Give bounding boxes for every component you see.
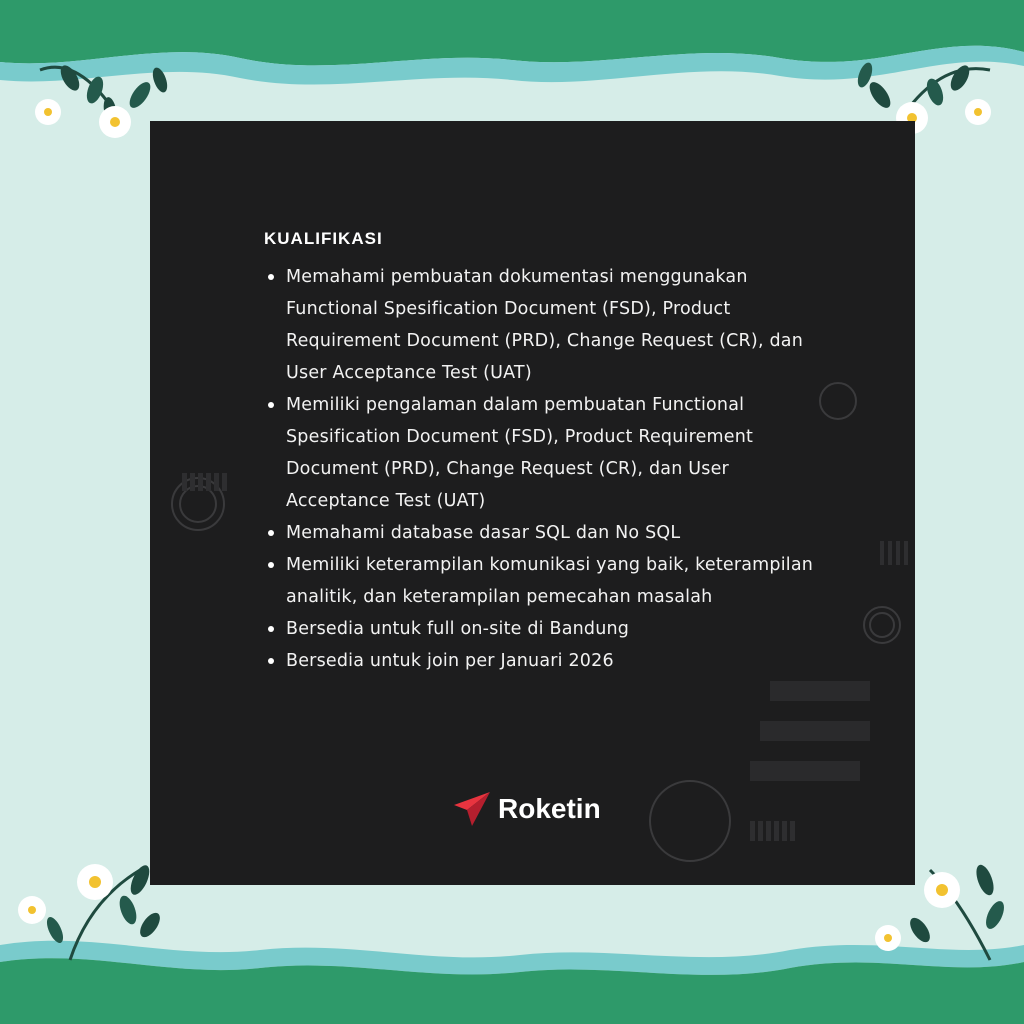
bullet-icon [268, 626, 274, 632]
roketin-logo [452, 789, 601, 829]
list-item [264, 517, 824, 549]
paper-plane-icon [452, 789, 492, 829]
list-item-text: Bersedia untuk join per Januari 2026 [286, 651, 614, 671]
list-item-text: Memiliki pengalaman dalam pembuatan Functional Spesification Document (FSD), Product Requirement Document (PRD), Change Request (CR), dan User Acceptance Test (UAT) [286, 395, 754, 511]
section-title: KUALIFIKASI [264, 229, 383, 248]
qualifications-list [264, 261, 824, 677]
list-item-text: Bersedia untuk full on-site di Bandung [286, 619, 630, 639]
list-item [264, 549, 824, 613]
list-item-text: Memahami pembuatan dokumentasi menggunakan Functional Spesification Document (FSD), Product Requirement Document (PRD), Change Request (CR), dan User Acceptance Test (UAT) [286, 267, 803, 383]
list-item-text: Memahami database dasar SQL dan No SQL [286, 523, 681, 543]
list-item [264, 389, 824, 517]
bullet-icon [268, 658, 274, 664]
bullet-icon [268, 402, 274, 408]
list-item [264, 645, 824, 677]
brand-name: Roketin [498, 793, 601, 824]
qualifications-card [150, 121, 915, 885]
bullet-icon [268, 530, 274, 536]
list-item [264, 261, 824, 389]
bullet-icon [268, 562, 274, 568]
list-item [264, 613, 824, 645]
bullet-icon [268, 274, 274, 280]
list-item-text: Memiliki keterampilan komunikasi yang baik, keterampilan analitik, dan keterampilan pemecahan masalah [286, 555, 814, 607]
